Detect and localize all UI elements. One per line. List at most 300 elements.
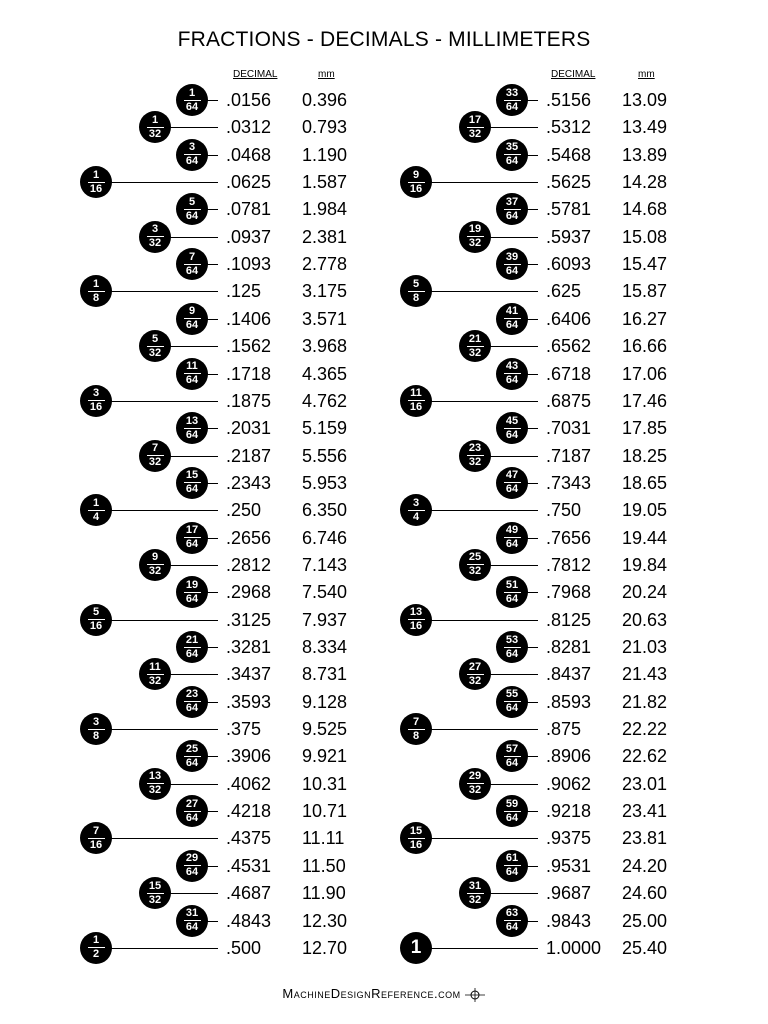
fraction-denominator: 16 <box>409 182 423 195</box>
fraction-numerator: 19 <box>185 578 199 591</box>
fraction-numerator: 25 <box>468 551 482 564</box>
millimeter-value: 15.08 <box>622 226 668 247</box>
decimal-value: .6093 <box>546 254 592 275</box>
leader-line <box>430 291 538 292</box>
leader-line <box>489 237 538 238</box>
millimeter-value: 10.31 <box>302 773 348 794</box>
decimal-value: .8125 <box>546 609 592 630</box>
millimeter-value: 25.00 <box>622 910 668 931</box>
fraction-denominator: 64 <box>505 374 519 386</box>
fraction-denominator: 32 <box>468 237 482 250</box>
fraction-denominator: 64 <box>505 483 519 496</box>
fraction-whole: 1 <box>410 937 422 959</box>
leader-line <box>489 127 538 128</box>
leader-line <box>169 456 218 457</box>
fraction-numerator: 59 <box>505 797 519 810</box>
fraction-badge <box>496 905 528 937</box>
decimal-value: .2656 <box>226 527 272 548</box>
leader-line <box>110 291 218 292</box>
decimal-value: .750 <box>546 500 582 521</box>
leader-line <box>430 948 538 949</box>
decimal-value: .3125 <box>226 609 272 630</box>
fraction-badge <box>459 440 491 472</box>
millimeter-value: 1.984 <box>302 199 348 220</box>
fraction-badge <box>459 549 491 581</box>
fraction-numerator: 17 <box>185 524 199 537</box>
fraction-badge <box>400 166 432 198</box>
fraction-numerator: 39 <box>505 250 519 263</box>
fraction-denominator: 16 <box>89 182 103 195</box>
leader-line <box>430 510 538 511</box>
fraction-badge <box>80 713 112 745</box>
fraction-numerator: 33 <box>505 86 519 99</box>
fraction-numerator: 9 <box>412 168 420 181</box>
fraction-numerator: 3 <box>188 141 196 154</box>
decimal-value: .2812 <box>226 554 272 575</box>
decimal-value: .0468 <box>226 144 272 165</box>
fraction-numerator: 11 <box>186 360 198 372</box>
fraction-denominator: 16 <box>89 401 103 414</box>
millimeter-value: 24.60 <box>622 883 668 904</box>
millimeter-value: 23.41 <box>622 801 668 822</box>
fraction-denominator: 64 <box>185 921 199 933</box>
fraction-denominator: 64 <box>185 538 199 551</box>
decimal-value: .1875 <box>226 390 272 411</box>
fraction-denominator: 64 <box>505 647 519 660</box>
decimal-value: .3593 <box>226 691 272 712</box>
fraction-denominator: 32 <box>468 346 482 359</box>
millimeter-value: 18.65 <box>622 472 668 493</box>
fraction-numerator: 45 <box>505 414 519 427</box>
leader-line <box>169 346 218 347</box>
millimeter-value: 5.953 <box>302 472 348 493</box>
fraction-denominator: 64 <box>505 866 519 879</box>
leader-line <box>169 674 218 675</box>
fraction-badge <box>139 768 171 800</box>
fraction-denominator: 64 <box>185 374 199 386</box>
fraction-badge <box>139 111 171 143</box>
fraction-badge <box>176 850 208 882</box>
fraction-badge <box>176 412 208 444</box>
fraction-badge <box>176 248 208 280</box>
decimal-value: .8437 <box>546 664 592 685</box>
millimeter-value: 20.63 <box>622 609 668 630</box>
fraction-badge <box>400 275 432 307</box>
fraction-denominator: 64 <box>185 592 199 605</box>
fraction-badge <box>176 631 208 663</box>
fraction-badge <box>459 330 491 362</box>
fraction-numerator: 15 <box>185 469 199 482</box>
decimal-value: .2187 <box>226 445 272 466</box>
fraction-denominator: 64 <box>505 209 519 222</box>
decimal-value: .3906 <box>226 746 272 767</box>
millimeter-value: 17.06 <box>622 363 668 384</box>
fraction-denominator: 32 <box>148 127 162 140</box>
leader-line <box>489 456 538 457</box>
fraction-numerator: 23 <box>185 688 199 701</box>
fraction-badge <box>496 358 528 390</box>
leader-line <box>169 784 218 785</box>
millimeter-value: 12.30 <box>302 910 348 931</box>
fraction-numerator: 29 <box>185 852 199 865</box>
millimeter-value: 20.24 <box>622 582 668 603</box>
fraction-badge <box>496 412 528 444</box>
fraction-denominator: 16 <box>409 620 423 633</box>
fraction-numerator: 1 <box>92 496 100 509</box>
decimal-value: .0781 <box>226 199 272 220</box>
fraction-numerator: 9 <box>151 551 159 564</box>
millimeter-value: 19.44 <box>622 527 668 548</box>
millimeter-value: 24.20 <box>622 855 668 876</box>
decimal-value: .5625 <box>546 172 592 193</box>
decimal-value: .6406 <box>546 308 592 329</box>
fraction-numerator: 19 <box>468 223 482 236</box>
fraction-numerator: 31 <box>468 879 482 892</box>
decimal-value: .3281 <box>226 637 272 657</box>
fraction-denominator: 32 <box>148 893 162 906</box>
millimeter-value: 6.350 <box>302 500 348 521</box>
decimal-value: .7031 <box>546 418 592 439</box>
fraction-numerator: 43 <box>505 360 519 372</box>
decimal-value: .8593 <box>546 691 592 712</box>
fraction-badge <box>139 658 171 690</box>
fraction-denominator: 32 <box>148 346 162 359</box>
fraction-denominator: 32 <box>468 127 482 140</box>
fraction-numerator: 55 <box>505 688 519 701</box>
fraction-numerator: 1 <box>92 277 100 290</box>
fraction-numerator: 21 <box>185 633 199 646</box>
millimeter-value: 17.46 <box>622 390 668 411</box>
fraction-badge <box>496 139 528 171</box>
millimeter-value: 19.84 <box>622 554 668 575</box>
fraction-denominator: 4 <box>92 510 100 523</box>
fraction-denominator: 8 <box>412 729 420 742</box>
millimeter-value: 16.27 <box>622 308 668 329</box>
fraction-numerator: 41 <box>505 305 519 318</box>
decimal-value: .9062 <box>546 773 592 794</box>
fraction-denominator: 64 <box>185 428 199 441</box>
fraction-badge <box>496 522 528 554</box>
leader-line <box>489 784 538 785</box>
decimal-value: .250 <box>226 500 262 521</box>
leader-line <box>169 565 218 566</box>
decimal-value: .0312 <box>226 117 272 138</box>
fraction-badge <box>139 221 171 253</box>
fraction-denominator: 2 <box>92 948 100 961</box>
fraction-badge <box>176 795 208 827</box>
millimeter-value: 4.365 <box>302 363 348 384</box>
fraction-numerator: 1 <box>92 934 100 947</box>
decimal-value: .5312 <box>546 117 592 138</box>
decimal-value: .8906 <box>546 746 592 767</box>
fraction-badge <box>80 604 112 636</box>
fraction-denominator: 64 <box>505 538 519 551</box>
millimeter-value: 11.90 <box>302 883 346 904</box>
millimeter-value: 16.66 <box>622 336 668 357</box>
fraction-badge <box>459 111 491 143</box>
millimeter-value: 15.87 <box>622 281 668 302</box>
decimal-value: .2343 <box>226 472 272 493</box>
fraction-badge <box>139 877 171 909</box>
fraction-denominator: 8 <box>92 729 100 742</box>
fraction-denominator: 16 <box>409 401 423 414</box>
millimeter-value: 6.746 <box>302 527 348 548</box>
fraction-badge <box>496 467 528 499</box>
leader-line <box>430 620 538 621</box>
fraction-numerator: 5 <box>188 195 196 208</box>
fraction-badge <box>400 932 432 964</box>
decimal-value: .7812 <box>546 554 592 575</box>
millimeter-value: 2.381 <box>302 226 348 247</box>
fraction-badge <box>80 166 112 198</box>
leader-line <box>489 565 538 566</box>
fraction-denominator: 64 <box>505 155 519 168</box>
decimal-value: .875 <box>546 719 582 740</box>
leader-line <box>110 620 218 621</box>
decimal-value: .9843 <box>546 910 592 931</box>
fraction-badge <box>400 385 432 417</box>
millimeter-value: 21.03 <box>622 637 668 657</box>
fraction-denominator: 16 <box>89 620 103 633</box>
decimal-value: .5937 <box>546 226 592 247</box>
fraction-denominator: 32 <box>468 784 482 797</box>
fraction-badge <box>176 303 208 335</box>
fraction-numerator: 3 <box>151 223 159 236</box>
leader-line <box>430 401 538 402</box>
decimal-value: .0937 <box>226 226 272 247</box>
fraction-denominator: 64 <box>505 592 519 605</box>
fraction-denominator: 64 <box>185 702 199 715</box>
fraction-numerator: 5 <box>412 277 420 290</box>
fraction-numerator: 57 <box>505 742 519 755</box>
decimal-value: .4218 <box>226 801 272 822</box>
fraction-denominator: 16 <box>409 838 423 851</box>
fraction-numerator: 11 <box>410 387 422 400</box>
decimal-value: .1562 <box>226 336 272 357</box>
millimeter-value: 8.731 <box>302 664 348 685</box>
fraction-badge <box>496 303 528 335</box>
decimal-value: .5781 <box>546 199 592 220</box>
millimeter-value: 13.09 <box>622 90 668 110</box>
fraction-denominator: 32 <box>468 456 482 469</box>
decimal-value: .625 <box>546 281 582 302</box>
fraction-numerator: 35 <box>505 141 519 154</box>
fraction-badge <box>176 358 208 390</box>
fraction-denominator: 64 <box>185 483 199 496</box>
decimal-value: .3437 <box>226 664 272 685</box>
decimal-value: .7656 <box>546 527 592 548</box>
millimeter-value: 0.793 <box>302 117 348 138</box>
fraction-numerator: 3 <box>92 715 100 728</box>
decimal-value: .6875 <box>546 390 592 411</box>
fraction-denominator: 64 <box>505 811 519 824</box>
fraction-numerator: 3 <box>412 496 420 509</box>
decimal-value: .5468 <box>546 144 592 165</box>
fraction-numerator: 51 <box>505 578 519 591</box>
leader-line <box>169 127 218 128</box>
decimal-value: .6562 <box>546 336 592 357</box>
decimal-value: .8281 <box>546 637 592 657</box>
millimeter-value: 25.40 <box>622 937 668 958</box>
fraction-badge <box>176 686 208 718</box>
fraction-badge <box>80 385 112 417</box>
millimeter-value: 18.25 <box>622 445 668 466</box>
millimeter-value: 17.85 <box>622 418 668 439</box>
fraction-badge <box>459 221 491 253</box>
millimeter-value: 2.778 <box>302 254 348 275</box>
decimal-value: .4531 <box>226 855 272 876</box>
millimeter-value: 9.525 <box>302 719 348 740</box>
fraction-denominator: 32 <box>468 674 482 687</box>
millimeter-value: 7.540 <box>302 582 348 603</box>
fraction-badge <box>496 576 528 608</box>
leader-line <box>110 510 218 511</box>
fraction-numerator: 31 <box>185 907 199 919</box>
millimeter-value: 13.49 <box>622 117 668 138</box>
fraction-denominator: 32 <box>468 893 482 906</box>
fraction-denominator: 4 <box>412 510 420 523</box>
fraction-badge <box>459 658 491 690</box>
fraction-numerator: 1 <box>151 113 159 126</box>
fraction-denominator: 64 <box>185 209 199 222</box>
leader-line <box>169 893 218 894</box>
fraction-denominator: 8 <box>92 291 100 304</box>
leader-line <box>430 729 538 730</box>
millimeter-value: 22.62 <box>622 746 668 767</box>
footer-site-name: MachineDesignReference.com <box>282 986 461 1001</box>
millimeter-value: 10.71 <box>302 801 348 822</box>
millimeter-value: 14.68 <box>622 199 668 220</box>
fraction-numerator: 3 <box>92 387 100 400</box>
fraction-numerator: 49 <box>505 524 519 537</box>
fraction-badge <box>400 822 432 854</box>
fraction-numerator: 7 <box>151 442 159 455</box>
millimeter-value: 11.11 <box>302 828 345 849</box>
millimeter-value: 3.571 <box>302 308 348 329</box>
millimeter-value: 23.81 <box>622 828 668 849</box>
fraction-badge <box>176 905 208 937</box>
fraction-numerator: 27 <box>468 660 482 673</box>
mm-column-header-left: mm <box>318 69 335 80</box>
decimal-value: .4843 <box>226 910 272 931</box>
decimal-value: .9687 <box>546 883 592 904</box>
decimal-value: .375 <box>226 719 262 740</box>
fraction-badge <box>459 877 491 909</box>
leader-line <box>110 948 218 949</box>
fraction-badge <box>176 84 208 116</box>
fraction-denominator: 64 <box>185 866 199 879</box>
fraction-badge <box>400 494 432 526</box>
fraction-badge <box>496 740 528 772</box>
decimal-value: .0625 <box>226 172 272 193</box>
millimeter-value: 0.396 <box>302 90 348 110</box>
fraction-denominator: 64 <box>505 702 519 715</box>
decimal-column-header-right: DECIMAL <box>551 69 596 80</box>
fraction-badge <box>139 549 171 581</box>
decimal-value: .4062 <box>226 773 272 794</box>
fraction-denominator: 64 <box>505 100 519 113</box>
decimal-value: .7968 <box>546 582 592 603</box>
fraction-denominator: 64 <box>505 428 519 441</box>
fraction-denominator: 32 <box>148 674 162 687</box>
leader-line <box>110 838 218 839</box>
fraction-denominator: 64 <box>185 647 199 660</box>
fraction-badge <box>496 850 528 882</box>
fraction-badge <box>176 576 208 608</box>
decimal-value: .9531 <box>546 855 592 876</box>
fraction-badge <box>80 275 112 307</box>
fraction-badge <box>139 330 171 362</box>
leader-line <box>489 893 538 894</box>
fraction-badge <box>80 822 112 854</box>
fraction-badge <box>176 193 208 225</box>
fraction-denominator: 32 <box>148 237 162 250</box>
fraction-numerator: 47 <box>505 469 519 482</box>
fraction-badge <box>496 248 528 280</box>
fraction-denominator: 64 <box>185 155 199 168</box>
fraction-numerator: 7 <box>412 715 420 728</box>
fraction-denominator: 32 <box>148 456 162 469</box>
millimeter-value: 9.128 <box>302 691 348 712</box>
decimal-value: .5156 <box>546 90 592 110</box>
fraction-badge <box>496 193 528 225</box>
millimeter-value: 22.22 <box>622 719 668 740</box>
fraction-numerator: 15 <box>409 824 423 837</box>
fraction-numerator: 7 <box>188 250 196 263</box>
fraction-denominator: 32 <box>468 565 482 578</box>
millimeter-value: 3.175 <box>302 281 348 302</box>
leader-line <box>489 674 538 675</box>
millimeter-value: 13.89 <box>622 144 668 165</box>
fraction-numerator: 1 <box>188 86 196 99</box>
fraction-badge <box>176 467 208 499</box>
decimal-value: .9218 <box>546 801 592 822</box>
fraction-numerator: 5 <box>151 332 159 345</box>
fraction-denominator: 64 <box>505 756 519 769</box>
decimal-value: .4687 <box>226 883 272 904</box>
leader-line <box>110 729 218 730</box>
fraction-numerator: 53 <box>505 633 519 646</box>
fraction-numerator: 37 <box>505 195 519 208</box>
millimeter-value: 8.334 <box>302 637 348 657</box>
decimal-value: .2031 <box>226 418 272 439</box>
millimeter-value: 5.556 <box>302 445 348 466</box>
decimal-value: .125 <box>226 281 262 302</box>
millimeter-value: 11.50 <box>302 855 346 876</box>
fraction-denominator: 64 <box>185 319 199 332</box>
fraction-numerator: 7 <box>92 824 100 837</box>
millimeter-value: 21.43 <box>622 664 668 685</box>
decimal-value: .1406 <box>226 308 272 329</box>
decimal-column-header-left: DECIMAL <box>233 69 278 80</box>
fraction-numerator: 27 <box>185 797 199 810</box>
millimeter-value: 15.47 <box>622 254 668 275</box>
fraction-badge <box>459 768 491 800</box>
fraction-numerator: 9 <box>188 305 196 318</box>
mm-column-header-right: mm <box>638 69 655 80</box>
fraction-denominator: 64 <box>185 264 199 277</box>
millimeter-value: 7.143 <box>302 554 348 575</box>
decimal-value: .6718 <box>546 363 592 384</box>
fraction-numerator: 25 <box>185 742 199 755</box>
fraction-badge <box>400 604 432 636</box>
fraction-badge <box>400 713 432 745</box>
fraction-numerator: 13 <box>148 770 162 783</box>
fraction-denominator: 32 <box>148 784 162 797</box>
fraction-badge <box>176 139 208 171</box>
fraction-numerator: 61 <box>505 852 519 865</box>
millimeter-value: 9.921 <box>302 746 348 767</box>
